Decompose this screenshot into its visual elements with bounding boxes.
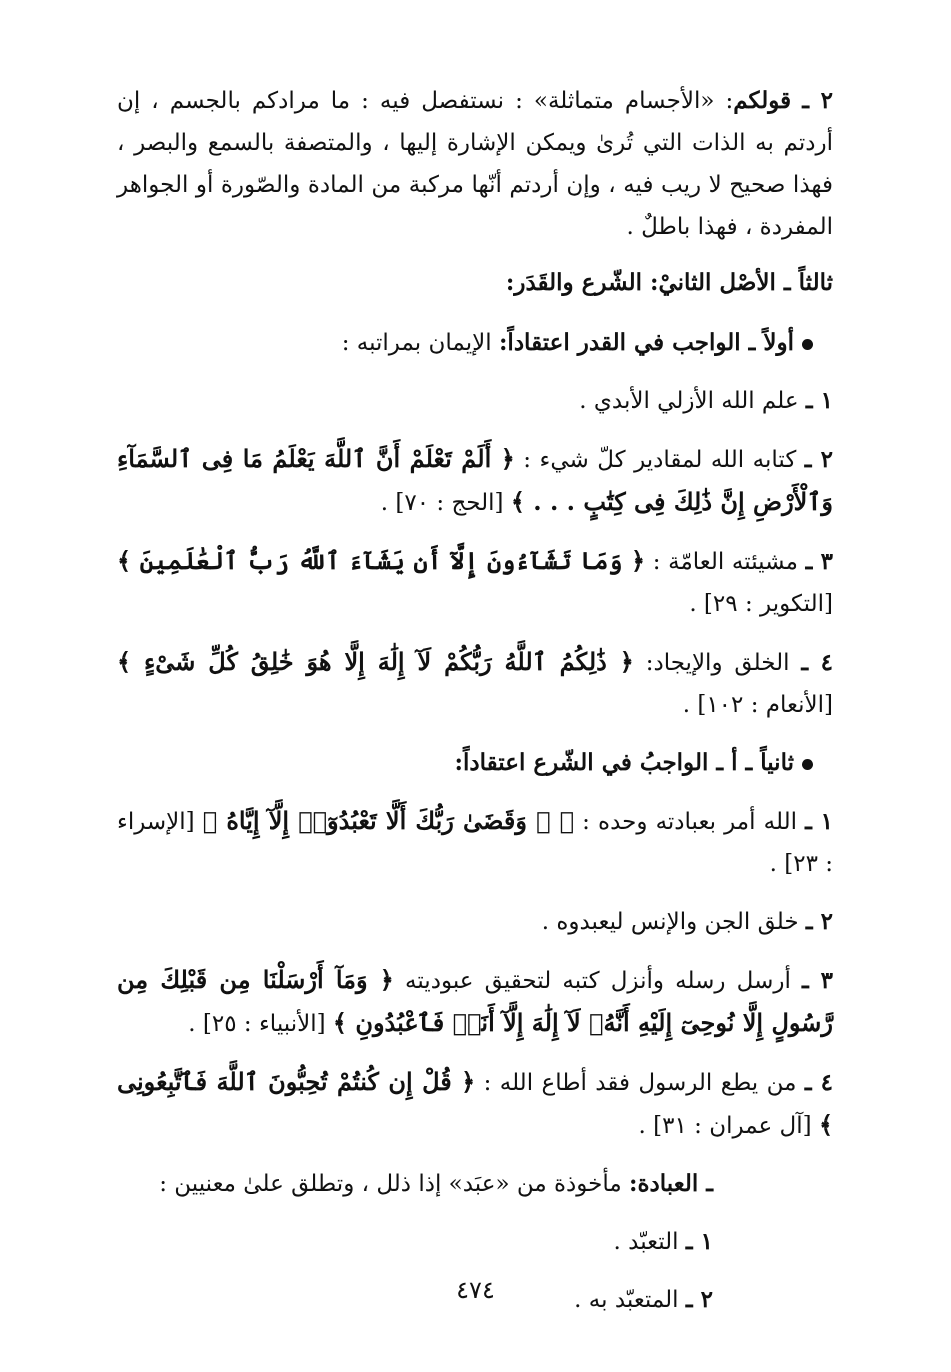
bullet-heading-rest: الإيمان بمراتبه : — [341, 330, 499, 356]
verse-reference: [الأنعام : ١٠٢] . — [682, 692, 833, 718]
bullet-icon — [802, 759, 813, 770]
item-number: ١ ـ — [685, 1228, 713, 1255]
list-item — [117, 901, 833, 943]
list-item — [117, 1221, 713, 1263]
item-number: ١ ـ — [805, 387, 833, 414]
page-number: ٤٧٤ — [456, 1276, 495, 1304]
item-number: ٢ ـ — [802, 87, 834, 114]
bullet-heading-qadar — [117, 322, 833, 364]
verse-reference: [آل عمران : ٣١] . — [638, 1113, 819, 1139]
bullet-heading-shar — [117, 742, 833, 784]
paragraph-lead: قولكم — [733, 87, 792, 114]
item-number: ٢ ـ — [685, 1286, 713, 1313]
list-item — [117, 540, 833, 625]
item-number: ٣ ـ — [802, 967, 833, 994]
item-number: ٣ ـ — [805, 548, 834, 575]
list-item — [117, 380, 833, 422]
item-text: كتابه الله لمقادير كلّ شيء : — [514, 447, 797, 473]
verse-reference: [الحج : ٧٠] . — [380, 490, 511, 516]
item-number: ١ ـ — [805, 808, 833, 835]
quran-verse: ﴿ ۞ وَقَضَىٰ رَبُّكَ أَلَّا تَعْبُدُوٓا۟ إِلَّآ إِيَّاهُ ﴾ — [202, 806, 575, 835]
item-text: من يطع الرسول فقد أطاع الله : — [475, 1070, 797, 1096]
item-text: علم الله الأزلي الأبدي . — [579, 388, 799, 414]
list-item — [117, 800, 833, 885]
item-number: ٢ ـ — [804, 446, 834, 473]
ibada-definition — [117, 1163, 713, 1205]
list-item — [117, 438, 833, 524]
list-item — [117, 1061, 833, 1147]
list-item — [117, 641, 833, 726]
item-text: المتعبّد به . — [574, 1287, 679, 1313]
ibada-text: مأخوذة من «عبَد» إذا ذلل ، وتطلق علىٰ معنيين : — [159, 1171, 630, 1197]
page-body — [117, 80, 833, 1337]
item-text: خلق الجن والإنس ليعبدوه . — [541, 909, 799, 935]
quran-verse: ﴿ وَمَآ أَرْسَلْنَا مِن قَبْلِكَ مِن رَّسُولٍ إِلَّا نُوحِىٓ إِلَيْهِ أَنَّهُۥ لَآ إِلَٰهَ إِلَّآ أَنَا۠ فَٱعْبُدُونِ ﴾ — [117, 965, 833, 1037]
item-text: الله أمر بعبادته وحده : — [574, 809, 797, 835]
paragraph-bodies — [117, 80, 833, 248]
section-heading: ثالثاً ـ الأصْل الثانيْ: الشّرع والقَدَر: — [505, 269, 833, 296]
ibada-term: ـ العبادة: — [629, 1170, 713, 1197]
item-text: مشيئته العامّة : — [645, 549, 798, 575]
item-text: التعبّد . — [613, 1229, 679, 1255]
verse-reference: [الأنبياء : ٢٥] . — [188, 1011, 333, 1037]
item-text: الخلق والإيجاد: — [633, 650, 790, 676]
quran-verse: ﴿ ذَٰلِكُمُ ٱللَّهُ رَبُّكُمْ لَآ إِلَٰهَ إِلَّا هُوَ خَٰلِقُ كُلِّ شَىْءٍ ﴾ — [117, 647, 634, 676]
bullet-heading-bold: ثانياً ـ أ ـ الواجبُ في الشّرع اعتقاداً: — [454, 749, 794, 776]
paragraph-text: : «الأجسام متماثلة» : نستفصل فيه : ما مرادكم بالجسم ، إن أردتم به الذات التي تُرىٰ ويمكن الإشارة إليها ، والمتصفة بالسمع والبصر ، فهذا صحيح لا ريب فيه ، وإن أردتم أنّها مركبة من المادة والصّورة أو الجواهر المفردة ، فهذا باطلٌ . — [117, 88, 833, 240]
item-text: أرسل رسله وأنزل كتبه لتحقيق عبوديته — [393, 968, 791, 994]
verse-reference: [الإسراء : ٢٣] . — [117, 809, 833, 877]
bullet-icon — [802, 339, 813, 350]
verse-reference: [التكوير : ٢٩] . — [689, 591, 833, 617]
item-number: ٤ ـ — [801, 649, 834, 676]
quran-verse: ﴿ أَلَمْ تَعْلَمْ أَنَّ ٱللَّهَ يَعْلَمُ مَا فِى ٱلسَّمَآءِ وَٱلْأَرْضِ إِنَّ ذَٰلِكَ فِى كِتَٰبٍ . . . ﴾ — [117, 444, 833, 516]
quran-verse: ﴿ قُلْ إِن كُنتُمْ تُحِبُّونَ ٱللَّهَ فَٱتَّبِعُونِى ﴾ — [117, 1067, 833, 1139]
bullet-heading-bold: أولاً ـ الواجب في القدر اعتقاداً: — [498, 329, 794, 356]
quran-verse: ﴿ وَمَا تَشَآءُونَ إِلَّآ أَن يَشَآءَ ٱللَّهُ رَبُّ ٱلْعَٰلَمِينَ ﴾ — [117, 546, 646, 575]
item-number: ٤ ـ — [804, 1069, 834, 1096]
item-number: ٢ ـ — [805, 908, 833, 935]
list-item — [117, 959, 833, 1045]
